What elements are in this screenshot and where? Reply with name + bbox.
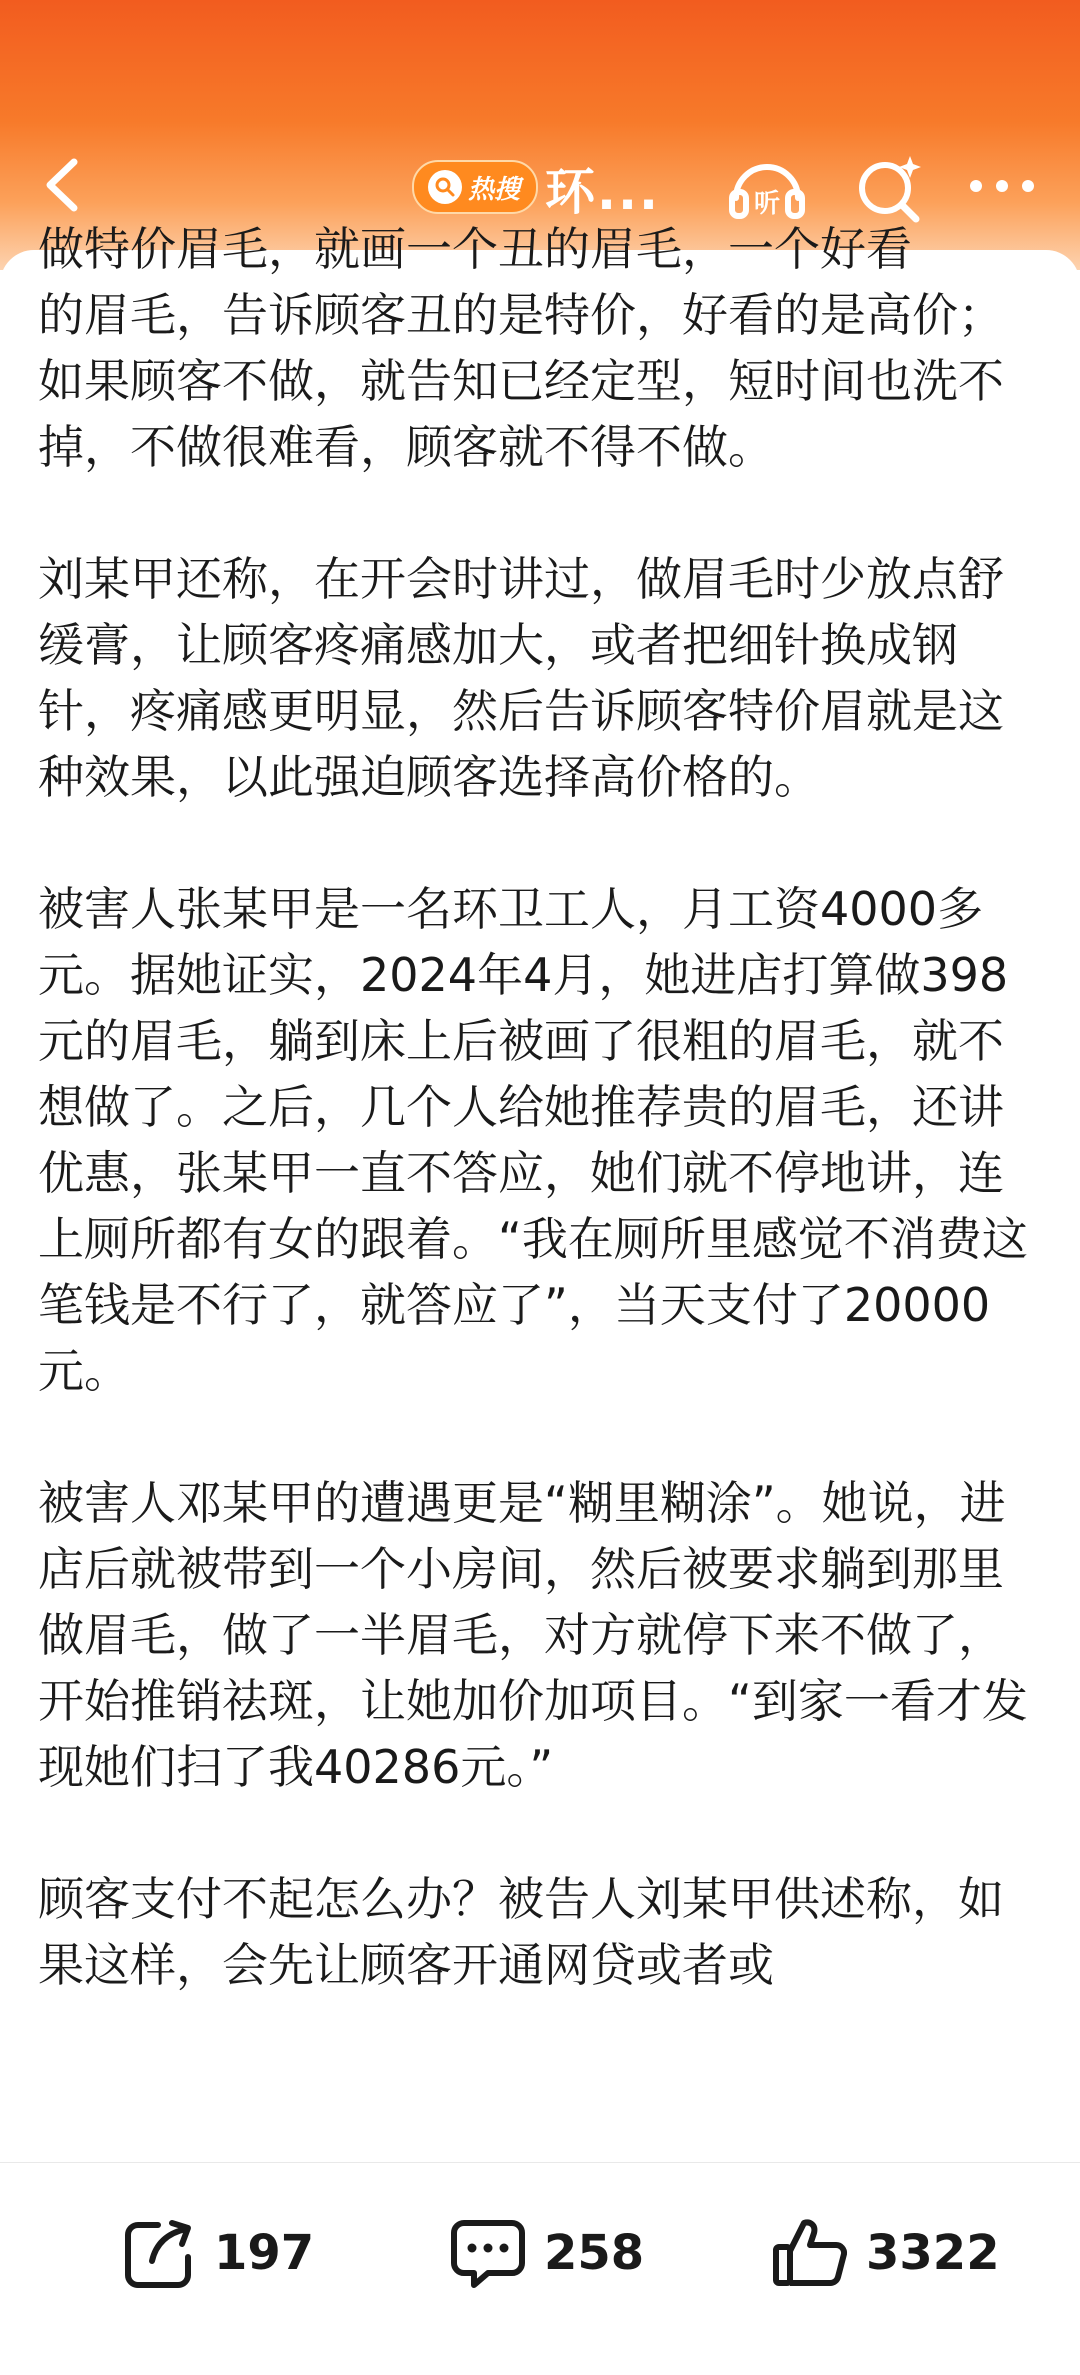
hot-search-label: 热搜 <box>468 174 521 205</box>
more-button[interactable] <box>962 156 1042 216</box>
svg-text:听: 听 <box>753 189 781 219</box>
like-count: 3322 <box>866 2225 1000 2281</box>
share-icon <box>118 2213 198 2293</box>
article-paragraph: 被害人邓某甲的遭遇更是“糊里糊涂”。她说，进店后就被带到一个小房间，然后被要求躺到那里做眉毛，做了一半眉毛，对方就停下来不做了，开始推销祛斑，让她加价加项目。“到家一看才发现她们扫了我40286元。” <box>38 1476 1028 1794</box>
back-arrow-icon <box>30 150 100 220</box>
bottom-action-bar <box>0 2162 1080 2375</box>
back-button[interactable] <box>30 150 100 220</box>
share-count: 197 <box>214 2225 315 2281</box>
article-body <box>38 216 1048 2064</box>
article-partial-line: 做特价眉毛，就画一个丑的眉毛，一个好看 <box>38 222 912 276</box>
listen-button[interactable] <box>726 152 808 222</box>
thumbs-up-icon <box>770 2213 850 2293</box>
comment-button[interactable] <box>448 2203 644 2303</box>
article-paragraph: 被害人张某甲是一名环卫工人，月工资4000多元。据她证实，2024年4月，她进店打算做398元的眉毛，躺到床上后被画了很粗的眉毛，就不想做了。之后，几个人给她推荐贵的眉毛，还讲优惠，张某甲一直不答应，她们就不停地讲，连上厕所都有女的跟着。“我在厕所里感觉不消费这笔钱是不行了，就答应了”，当天支付了20000元。 <box>38 882 1028 1398</box>
comment-count: 258 <box>544 2225 645 2281</box>
article-paragraph: 刘某甲还称，在开会时讲过，做眉毛时少放点舒缓膏，让顾客疼痛感加大，或者把细针换成钢针，疼痛感更明显，然后告诉顾客特价眉就是这种效果，以此强迫顾客选择高价格的。 <box>38 552 1004 804</box>
headphones-icon <box>726 152 808 222</box>
ai-search-button[interactable] <box>852 150 928 226</box>
article-paragraph: 顾客支付不起怎么办？被告人刘某甲供述称，如果这样，会先让顾客开通网贷或者或 <box>38 1872 1004 1992</box>
article-content[interactable] <box>0 222 1080 2162</box>
more-dots-icon <box>962 156 1042 216</box>
article-paragraph: 的眉毛，告诉顾客丑的是特价，好看的是高价；如果顾客不做，就告知已经定型，短时间也洗不掉，不做很难看，顾客就不得不做。 <box>38 288 1004 474</box>
share-button[interactable] <box>118 2203 314 2303</box>
like-button[interactable] <box>770 2203 1000 2303</box>
comment-icon <box>448 2213 528 2293</box>
hot-search-badge[interactable] <box>412 160 538 214</box>
search-icon <box>428 170 462 204</box>
page-title[interactable]: 环... <box>545 163 660 221</box>
ai-search-icon <box>852 150 928 226</box>
